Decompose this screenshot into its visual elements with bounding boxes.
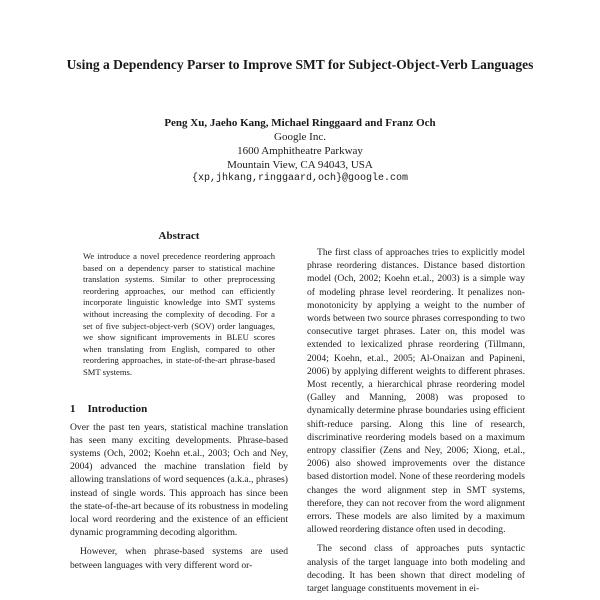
affiliation: Google Inc.	[274, 131, 326, 143]
right-paragraph-2: The second class of approaches puts syntactic analysis of the target language into both modeling and decoding. It has been shown that direct modeling of target language constituents movement in ei-	[307, 543, 525, 595]
abstract-text: We introduce a novel precedence reordering approach based on a dependency parser to statistical machine translation systems. Similar to other preprocessing reordering approaches, our method can efficiently incorporate linguistic knowledge into SMT systems without increasing the complexity of decoding. For a set of five subject-object-verb (SOV) order languages, we show significant improvements in BLEU scores when translating from English, compared to other reordering approaches, in state-of-the-art phrase-based SMT systems.	[83, 251, 275, 377]
author-names: Peng Xu, Jaeho Kang, Michael Ringgaard and Franz Och	[164, 117, 436, 129]
author-block	[100, 116, 500, 186]
intro-paragraph-2: However, when phrase-based systems are used between languages with very different word or-	[70, 546, 288, 571]
intro-paragraph-1: Over the past ten years, statistical machine translation has seen many exciting developments. Phrase-based systems (Och, 2002; Koehn et.al., 2003; Och and Ney, 2004) advanced the machine translation field by allowing translations of word sequences (a.k.a., phrases) instead of single words. This approach has since been the state-of-the-art because of its robustness in modeling local word reordering and the existence of an efficient dynamic programming decoding algorithm.	[70, 421, 288, 539]
address-line-2: Mountain View, CA 94043, USA	[227, 159, 373, 171]
section-heading-introduction	[70, 403, 288, 415]
abstract-heading: Abstract	[158, 230, 200, 242]
right-column	[307, 246, 525, 595]
right-paragraph-1: The first class of approaches tries to explicitly model phrase reordering distances. Distance based distortion model (Och, 2002; Koehn et.al., 2003) is a simple way of modeling phrase level reordering. It penalizes non-monotonicity by applying a weight to the number of words between two source phrases corresponding to two consecutive target phrases. Later on, this model was extended to lexicalized phrase reordering (Tillmann, 2004; Koehn, et.al., 2005; Al-Onaizan and Papineni, 2006) by applying different weights to different phrases. Most recently, a hierarchical phrase reordering model (Galley and Manning, 2008) was proposed to dynamically determine phrase boundaries using efficient shift-reduce parsing. Along this line of research, discriminative reordering models based on a maximum entropy classifier (Zens and Ney, 2006; Xiong, et.al., 2006) also showed improvements over the distance based distortion model. None of these reordering models changes the word alignment step in SMT systems, therefore, they can not recover from the word alignment errors. These models are also limited by a maximum allowed reordering distance often used in decoding.	[307, 247, 525, 536]
section-number: 1	[70, 402, 76, 415]
section-title: Introduction	[87, 402, 148, 415]
author-email: {xp,jhkang,ringgaard,och}@google.com	[191, 173, 409, 184]
address-line-1: 1600 Amphitheatre Parkway	[237, 145, 363, 157]
paper-title: Using a Dependency Parser to Improve SMT for Subject-Object-Verb Languages	[66, 57, 534, 72]
left-column	[70, 230, 288, 572]
